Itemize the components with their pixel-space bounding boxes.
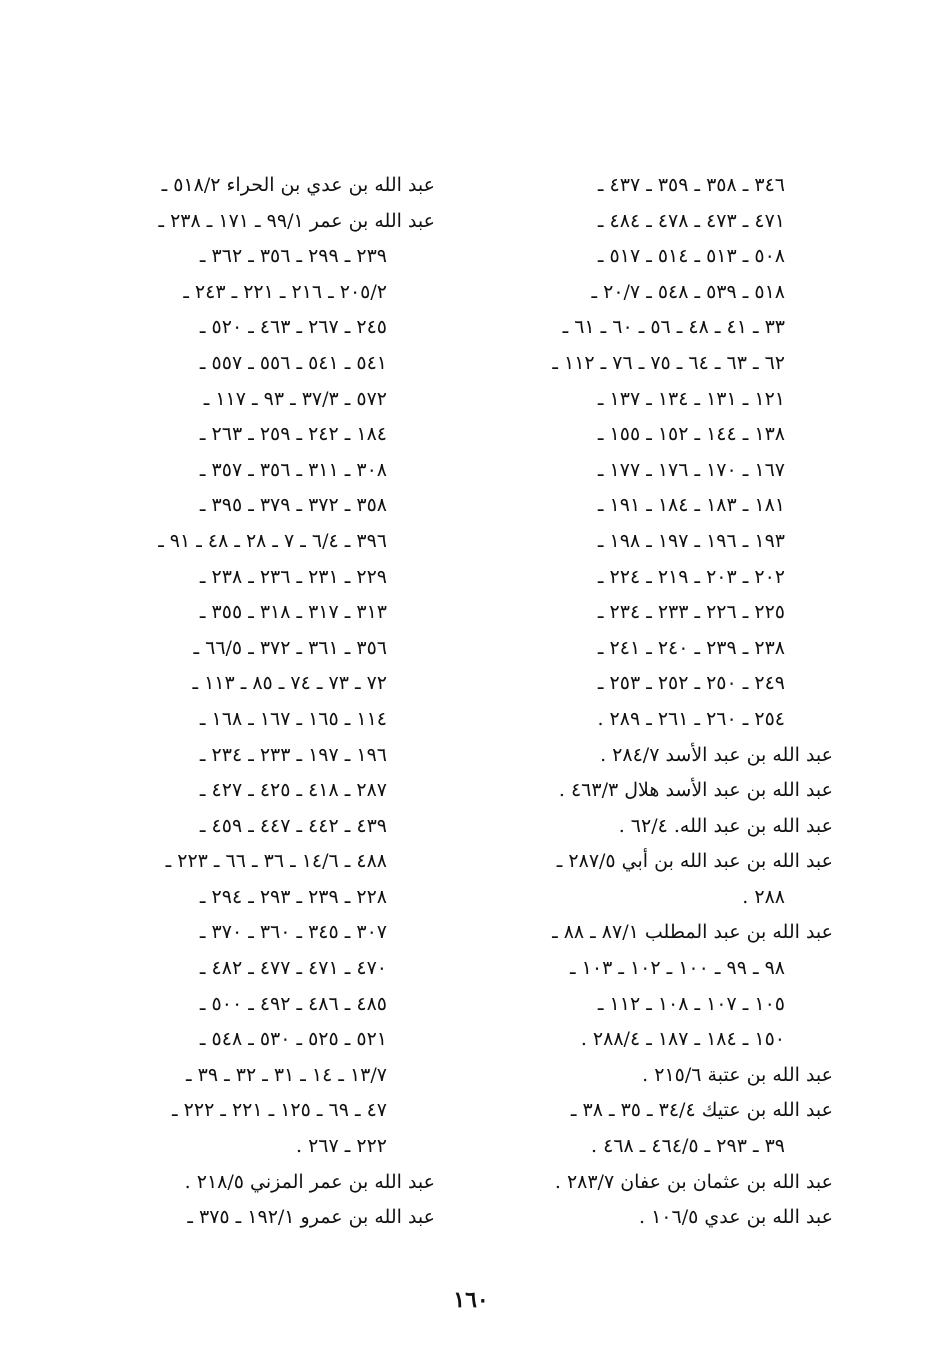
- index-continuation-line: ٣٩ ـ ٢٩٣ ـ ٤٦٤/٥ ـ ٤٦٨ .: [591, 1135, 785, 1158]
- index-continuation-line: ١٨١ ـ ١٨٣ ـ ١٨٤ ـ ١٩١ ـ: [597, 494, 785, 517]
- index-column-right: [478, 168, 833, 1236]
- index-continuation-line: ٤٧٠ ـ ٤٧١ ـ ٤٧٧ ـ ٤٨٢ ـ: [199, 957, 387, 980]
- index-continuation-line: ٢٠٢ ـ ٢٠٣ ـ ٢١٩ ـ ٢٢٤ ـ: [597, 565, 785, 588]
- index-continuation-line: ٣٠٨ ـ ٣١١ ـ ٣٥٦ ـ ٣٥٧ ـ: [199, 458, 387, 481]
- index-continuation-line: ٣١٣ ـ ٣١٧ ـ ٣١٨ ـ ٣٥٥ ـ: [199, 601, 387, 624]
- index-continuation-line: ١٨٤ ـ ٢٤٢ ـ ٢٥٩ ـ ٢٦٣ ـ: [199, 423, 387, 446]
- index-continuation-line: ٥١٨ ـ ٥٣٩ ـ ٥٤٨ ـ ٢٠/٧ ـ: [591, 280, 785, 303]
- index-continuation-line: ٢٢٥ ـ ٢٢٦ ـ ٢٣٣ ـ ٢٣٤ ـ: [597, 601, 785, 624]
- index-continuation-line: ٢٣٨ ـ ٢٣٩ ـ ٢٤٠ ـ ٢٤١ ـ: [597, 636, 785, 659]
- page-number: ١٦٠: [453, 1287, 489, 1313]
- index-continuation-line: ٢٢٩ ـ ٢٣١ ـ ٢٣٦ ـ ٢٣٨ ـ: [199, 565, 387, 588]
- index-entry-line: عبد الله بن عمرو ١٩٢/١ ـ ٣٧٥ ـ: [187, 1206, 435, 1229]
- index-continuation-line: ٤٨٥ ـ ٤٨٦ ـ ٤٩٢ ـ ٥٠٠ ـ: [199, 992, 387, 1015]
- index-entry-line: عبد الله بن عتيك ٣٤/٤ ـ ٣٥ ـ ٣٨ ـ: [570, 1099, 833, 1122]
- index-continuation-line: ١٢١ ـ ١٣١ ـ ١٣٤ ـ ١٣٧ ـ: [597, 387, 785, 410]
- index-continuation-line: ١٠٥ ـ ١٠٧ ـ ١٠٨ ـ ١١٢ ـ: [597, 992, 785, 1015]
- index-continuation-line: ١٣/٧ ـ ١٤ ـ ٣١ ـ ٣٢ ـ ٣٩ ـ: [186, 1063, 387, 1086]
- index-continuation-line: ٢٣٩ ـ ٢٩٩ ـ ٣٥٦ ـ ٣٦٢ ـ: [199, 245, 387, 268]
- index-continuation-line: ٣٩٦ ـ ٦/٤ ـ ٧ ـ ٢٨ ـ ٤٨ ـ ٩١ ـ: [158, 529, 387, 552]
- index-entry-line: عبد الله بن عبد الأسد ٢٨٤/٧ .: [600, 743, 833, 766]
- index-column-left: [80, 168, 435, 1236]
- index-continuation-line: ٢٤٩ ـ ٢٥٠ ـ ٢٥٢ ـ ٢٥٣ ـ: [597, 672, 785, 695]
- index-continuation-line: ٣٣ ـ ٤١ ـ ٤٨ ـ ٥٦ ـ ٦٠ ـ ٦١ ـ: [562, 316, 785, 339]
- index-continuation-line: ٤٣٩ ـ ٤٤٢ ـ ٤٤٧ ـ ٤٥٩ ـ: [199, 814, 387, 837]
- index-continuation-line: ٥٠٨ ـ ٥١٣ ـ ٥١٤ ـ ٥١٧ ـ: [597, 245, 785, 268]
- index-continuation-line: ٣٠٧ ـ ٣٤٥ ـ ٣٦٠ ـ ٣٧٠ ـ: [199, 921, 387, 944]
- index-continuation-line: ٤٨٨ ـ ١٤/٦ ـ ٣٦ ـ ٦٦ ـ ٢٢٣ ـ: [165, 850, 387, 873]
- index-entry-line: عبد الله بن عبد الله. ٦٢/٤ .: [618, 814, 833, 837]
- index-entry-line: عبد الله بن عتبة ٢١٥/٦ .: [642, 1063, 833, 1086]
- index-continuation-line: ٢٢٢ ـ ٢٦٧ .: [296, 1135, 387, 1158]
- index-continuation-line: ١٩٣ ـ ١٩٦ ـ ١٩٧ ـ ١٩٨ ـ: [597, 529, 785, 552]
- index-continuation-line: ٣٥٦ ـ ٣٦١ ـ ٣٧٢ ـ ٦٦/٥ ـ: [193, 636, 387, 659]
- index-entry-line: عبد الله بن عمر المزني ٢١٨/٥ .: [184, 1170, 435, 1193]
- index-continuation-line: ١٥٠ ـ ١٨٤ ـ ١٨٧ ـ ٢٨٨/٤ .: [580, 1028, 785, 1051]
- index-continuation-line: ٦٢ ـ ٦٣ ـ ٦٤ ـ ٧٥ ـ ٧٦ ـ ١١٢ ـ: [552, 351, 785, 374]
- index-continuation-line: ٥٢١ ـ ٥٢٥ ـ ٥٣٠ ـ ٥٤٨ ـ: [199, 1028, 387, 1051]
- index-entry-line: عبد الله بن عمر ٩٩/١ ـ ١٧١ ـ ٢٣٨ ـ: [158, 209, 435, 232]
- index-entry-line: عبد الله بن عثمان بن عفان ٢٨٣/٧ .: [554, 1170, 833, 1193]
- index-entry-line: عبد الله بن عبد الله بن أبي ٢٨٧/٥ ـ: [556, 850, 833, 873]
- index-continuation-line: ٢٥٤ ـ ٢٦٠ ـ ٢٦١ ـ ٢٨٩ .: [597, 707, 785, 730]
- index-continuation-line: ٧٢ ـ ٧٣ ـ ٧٤ ـ ٨٥ ـ ١١٣ ـ: [192, 672, 387, 695]
- index-continuation-line: ١١٤ ـ ١٦٥ ـ ١٦٧ ـ ١٦٨ ـ: [199, 707, 387, 730]
- index-continuation-line: ٥٤١ ـ ٥٤١ ـ ٥٥٦ ـ ٥٥٧ ـ: [199, 351, 387, 374]
- index-continuation-line: ٢٨٨ .: [742, 885, 785, 908]
- index-entry-line: عبد الله بن عدي ١٠٦/٥ .: [638, 1206, 833, 1229]
- index-continuation-line: ٢٢٨ ـ ٢٣٩ ـ ٢٩٣ ـ ٢٩٤ ـ: [199, 885, 387, 908]
- index-continuation-line: ٢٠٥/٢ ـ ٢١٦ ـ ٢٢١ ـ ٢٤٣ ـ: [183, 280, 387, 303]
- index-continuation-line: ٢٤٥ ـ ٢٦٧ ـ ٤٦٣ ـ ٥٢٠ ـ: [199, 316, 387, 339]
- index-continuation-line: ٤٧ ـ ٦٩ ـ ١٢٥ ـ ٢٢١ ـ ٢٢٢ ـ: [172, 1099, 387, 1122]
- index-entry-line: عبد الله بن عدي بن الحراء ٥١٨/٢ ـ: [161, 174, 435, 196]
- index-continuation-line: ١٣٨ ـ ١٤٤ ـ ١٥٢ ـ ١٥٥ ـ: [597, 423, 785, 446]
- index-continuation-line: ٢٨٧ ـ ٤١٨ ـ ٤٢٥ ـ ٤٢٧ ـ: [199, 779, 387, 802]
- index-entry-line: عبد الله بن عبد المطلب ٨٧/١ ـ ٨٨ ـ: [552, 921, 833, 944]
- index-continuation-line: ٣٤٦ ـ ٣٥٨ ـ ٣٥٩ ـ ٤٣٧ ـ: [597, 174, 785, 196]
- index-continuation-line: ١٦٧ ـ ١٧٠ ـ ١٧٦ ـ ١٧٧ ـ: [597, 458, 785, 481]
- index-continuation-line: ٥٧٢ ـ ٣٧/٣ ـ ٩٣ ـ ١١٧ ـ: [203, 387, 387, 410]
- index-continuation-line: ١٩٦ ـ ١٩٧ ـ ٢٣٣ ـ ٢٣٤ ـ: [199, 743, 387, 766]
- index-continuation-line: ٩٨ ـ ٩٩ ـ ١٠٠ ـ ١٠٢ ـ ١٠٣ ـ: [570, 957, 785, 980]
- index-entry-line: عبد الله بن عبد الأسد هلال ٤٦٣/٣ .: [558, 779, 833, 802]
- index-continuation-line: ٤٧١ ـ ٤٧٣ ـ ٤٧٨ ـ ٤٨٤ ـ: [597, 209, 785, 232]
- index-continuation-line: ٣٥٨ ـ ٣٧٢ ـ ٣٧٩ ـ ٣٩٥ ـ: [199, 494, 387, 517]
